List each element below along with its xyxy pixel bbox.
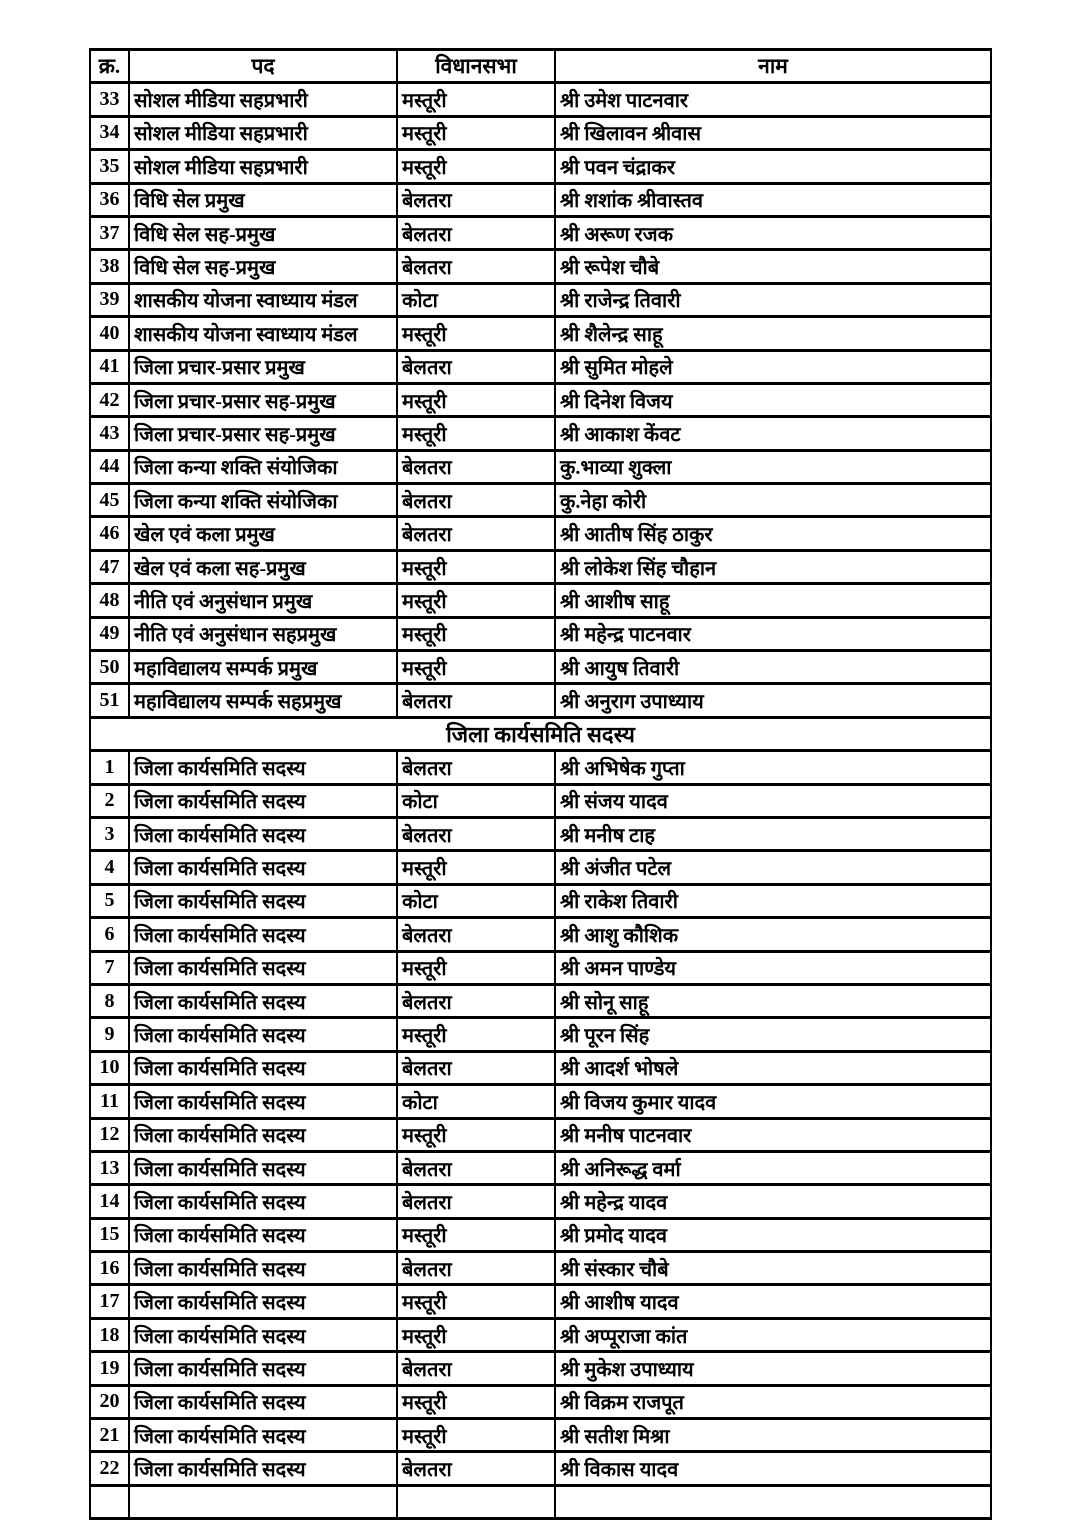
cell-position: सोशल मीडिया सहप्रभारी bbox=[129, 150, 397, 183]
cell-position: जिला कार्यसमिति सदस्य bbox=[129, 1419, 397, 1452]
cell-position: जिला कार्यसमिति सदस्य bbox=[129, 1151, 397, 1184]
cell-constituency: मस्तूरी bbox=[397, 550, 555, 583]
cell-position: जिला कार्यसमिति सदस्य bbox=[129, 1352, 397, 1385]
cell-name: श्री आतीष सिंह ठाकुर bbox=[555, 517, 991, 550]
table-row bbox=[90, 584, 991, 617]
cell-position: जिला कन्या शक्ति संयोजिका bbox=[129, 484, 397, 517]
cell-name: कु.नेहा कोरी bbox=[555, 484, 991, 517]
section2-body bbox=[90, 751, 991, 1486]
cell-constituency: कोटा bbox=[397, 884, 555, 917]
table-row bbox=[90, 617, 991, 650]
cell-no: 36 bbox=[90, 183, 129, 216]
cell-name: श्री प्रमोद यादव bbox=[555, 1218, 991, 1251]
cell-no: 38 bbox=[90, 250, 129, 283]
cell-constituency: मस्तूरी bbox=[397, 951, 555, 984]
cell-name: श्री विकास यादव bbox=[555, 1452, 991, 1485]
cell-name: श्री आशीष साहू bbox=[555, 584, 991, 617]
table-row bbox=[90, 417, 991, 450]
column-header-constituency: विधानसभा bbox=[397, 50, 555, 83]
cell-name: श्री शैलेन्द्र साहू bbox=[555, 317, 991, 350]
cell-name: श्री आदर्श भोषले bbox=[555, 1051, 991, 1084]
cell-position: जिला कार्यसमिति सदस्य bbox=[129, 1185, 397, 1218]
table-row bbox=[90, 1452, 991, 1485]
cell-position: विधि सेल प्रमुख bbox=[129, 183, 397, 216]
cell-constituency: बेलतरा bbox=[397, 751, 555, 784]
cell-name: कु.भाव्या शुक्ला bbox=[555, 450, 991, 483]
cell-no: 21 bbox=[90, 1419, 129, 1452]
cell-no: 2 bbox=[90, 784, 129, 817]
cell-constituency: कोटा bbox=[397, 1085, 555, 1118]
cell-constituency: बेलतरा bbox=[397, 684, 555, 717]
cell-position: जिला कार्यसमिति सदस्य bbox=[129, 918, 397, 951]
table-row bbox=[90, 1285, 991, 1318]
column-header-serial: क्र. bbox=[90, 50, 129, 83]
cell-position: विधि सेल सह-प्रमुख bbox=[129, 250, 397, 283]
table-row bbox=[90, 517, 991, 550]
cell-no: 20 bbox=[90, 1385, 129, 1418]
cell-position: जिला कार्यसमिति सदस्य bbox=[129, 817, 397, 850]
table-row bbox=[90, 183, 991, 216]
cell-name: श्री विक्रम राजपूत bbox=[555, 1385, 991, 1418]
cell-name: श्री मुकेश उपाध्याय bbox=[555, 1352, 991, 1385]
table-row bbox=[90, 383, 991, 416]
cell-constituency: मस्तूरी bbox=[397, 83, 555, 116]
cell-constituency: मस्तूरी bbox=[397, 851, 555, 884]
cell-name: श्री अनिरूद्ध वर्मा bbox=[555, 1151, 991, 1184]
cell-constituency: बेलतरा bbox=[397, 1051, 555, 1084]
cell-position: जिला कार्यसमिति सदस्य bbox=[129, 884, 397, 917]
cell-name: श्री संस्कार चौबे bbox=[555, 1252, 991, 1285]
cell-constituency: मस्तूरी bbox=[397, 417, 555, 450]
cell-name: श्री अप्पूराजा कांत bbox=[555, 1318, 991, 1351]
cell-position: शासकीय योजना स्वाध्याय मंडल bbox=[129, 317, 397, 350]
table-row bbox=[90, 1218, 991, 1251]
table-row bbox=[90, 751, 991, 784]
cell-name: श्री खिलावन श्रीवास bbox=[555, 116, 991, 149]
cell-position: सोशल मीडिया सहप्रभारी bbox=[129, 83, 397, 116]
cell-constituency: मस्तूरी bbox=[397, 1218, 555, 1251]
cell-name: श्री मनीष पाटनवार bbox=[555, 1118, 991, 1151]
cell-constituency: मस्तूरी bbox=[397, 1285, 555, 1318]
cell-constituency: बेलतरा bbox=[397, 450, 555, 483]
table-row bbox=[90, 450, 991, 483]
cell-position: महाविद्यालय सम्पर्क सहप्रमुख bbox=[129, 684, 397, 717]
cell-name: श्री दिनेश विजय bbox=[555, 383, 991, 416]
table-row bbox=[90, 1051, 991, 1084]
cell-constituency: बेलतरा bbox=[397, 1185, 555, 1218]
table-row bbox=[90, 951, 991, 984]
cell-name: श्री आशीष यादव bbox=[555, 1285, 991, 1318]
cell-constituency: बेलतरा bbox=[397, 517, 555, 550]
cell-position: जिला कार्यसमिति सदस्य bbox=[129, 1452, 397, 1485]
cell-constituency: मस्तूरी bbox=[397, 1118, 555, 1151]
cell-name: श्री विजय कुमार यादव bbox=[555, 1085, 991, 1118]
cell-position: नीति एवं अनुसंधान सहप्रमुख bbox=[129, 617, 397, 650]
cell-no: 33 bbox=[90, 83, 129, 116]
cell-no: 15 bbox=[90, 1218, 129, 1251]
cell-constituency: मस्तूरी bbox=[397, 1018, 555, 1051]
cell-constituency: मस्तूरी bbox=[397, 1318, 555, 1351]
table-row bbox=[90, 684, 991, 717]
table-row bbox=[90, 116, 991, 149]
officials-table bbox=[89, 48, 992, 1520]
column-header-name: नाम bbox=[555, 50, 991, 83]
cell-position: जिला कार्यसमिति सदस्य bbox=[129, 1018, 397, 1051]
cell-no: 42 bbox=[90, 383, 129, 416]
table-row bbox=[90, 150, 991, 183]
cell-position: जिला कार्यसमिति सदस्य bbox=[129, 984, 397, 1017]
cell-constituency: मस्तूरी bbox=[397, 116, 555, 149]
cell-position: विधि सेल सह-प्रमुख bbox=[129, 216, 397, 249]
cell-position: जिला कार्यसमिति सदस्य bbox=[129, 1218, 397, 1251]
cell-position: जिला कार्यसमिति सदस्य bbox=[129, 851, 397, 884]
cell-constituency: मस्तूरी bbox=[397, 317, 555, 350]
cell-position: जिला कार्यसमिति सदस्य bbox=[129, 951, 397, 984]
table-row bbox=[90, 1385, 991, 1418]
cell-position: नीति एवं अनुसंधान प्रमुख bbox=[129, 584, 397, 617]
cell-position: जिला कार्यसमिति सदस्य bbox=[129, 1318, 397, 1351]
header-row bbox=[90, 50, 991, 83]
cell-constituency: बेलतरा bbox=[397, 1452, 555, 1485]
cell-no: 45 bbox=[90, 484, 129, 517]
cell-constituency: बेलतरा bbox=[397, 1252, 555, 1285]
cell-position: जिला कार्यसमिति सदस्य bbox=[129, 1118, 397, 1151]
cell-no: 12 bbox=[90, 1118, 129, 1151]
cell-name: श्री अनुराग उपाध्याय bbox=[555, 684, 991, 717]
cell-no: 49 bbox=[90, 617, 129, 650]
cell-name: श्री रूपेश चौबे bbox=[555, 250, 991, 283]
cell-constituency: कोटा bbox=[397, 283, 555, 316]
cell-constituency: बेलतरा bbox=[397, 250, 555, 283]
table-row bbox=[90, 283, 991, 316]
cell-constituency: मस्तूरी bbox=[397, 383, 555, 416]
cell-constituency: कोटा bbox=[397, 784, 555, 817]
cell-name: श्री राजेन्द्र तिवारी bbox=[555, 283, 991, 316]
cell-position: जिला कार्यसमिति सदस्य bbox=[129, 1051, 397, 1084]
table-row bbox=[90, 851, 991, 884]
cell-position: खेल एवं कला सह-प्रमुख bbox=[129, 550, 397, 583]
cell-position: जिला कन्या शक्ति संयोजिका bbox=[129, 450, 397, 483]
table-row bbox=[90, 918, 991, 951]
table-row bbox=[90, 1185, 991, 1218]
cell-name: श्री राकेश तिवारी bbox=[555, 884, 991, 917]
cell-no: 1 bbox=[90, 751, 129, 784]
table-row bbox=[90, 1352, 991, 1385]
cell-no: 34 bbox=[90, 116, 129, 149]
cell-no: 5 bbox=[90, 884, 129, 917]
cell-no: 14 bbox=[90, 1185, 129, 1218]
cell-position: जिला कार्यसमिति सदस्य bbox=[129, 784, 397, 817]
cell-constituency: मस्तूरी bbox=[397, 1385, 555, 1418]
cell-name: श्री महेन्द्र यादव bbox=[555, 1185, 991, 1218]
cell-no: 19 bbox=[90, 1352, 129, 1385]
cell-name: श्री अंजीत पटेल bbox=[555, 851, 991, 884]
cell-constituency: मस्तूरी bbox=[397, 1419, 555, 1452]
cell-name: श्री लोकेश सिंह चौहान bbox=[555, 550, 991, 583]
cell-no: 8 bbox=[90, 984, 129, 1017]
cell-no: 11 bbox=[90, 1085, 129, 1118]
cell-no: 51 bbox=[90, 684, 129, 717]
table-row bbox=[90, 1252, 991, 1285]
cell-name: श्री अमन पाण्डेय bbox=[555, 951, 991, 984]
cell-position: जिला कार्यसमिति सदस्य bbox=[129, 1285, 397, 1318]
cell-position: जिला कार्यसमिति सदस्य bbox=[129, 1385, 397, 1418]
column-header-position: पद bbox=[129, 50, 397, 83]
cell-constituency: बेलतरा bbox=[397, 216, 555, 249]
table-row bbox=[90, 83, 991, 116]
table-row bbox=[90, 1419, 991, 1452]
cell-position: जिला कार्यसमिति सदस्य bbox=[129, 1085, 397, 1118]
cell-no: 41 bbox=[90, 350, 129, 383]
cell-constituency: बेलतरा bbox=[397, 984, 555, 1017]
cell-no: 13 bbox=[90, 1151, 129, 1184]
cell-position: जिला प्रचार-प्रसार सह-प्रमुख bbox=[129, 417, 397, 450]
table-row bbox=[90, 1151, 991, 1184]
cell-constituency: मस्तूरी bbox=[397, 651, 555, 684]
section-header-row bbox=[90, 717, 991, 750]
cell-no: 16 bbox=[90, 1252, 129, 1285]
table-row bbox=[90, 884, 991, 917]
cell-name: श्री सतीश मिश्रा bbox=[555, 1419, 991, 1452]
cell-constituency: बेलतरा bbox=[397, 817, 555, 850]
table-row bbox=[90, 216, 991, 249]
cell-no: 22 bbox=[90, 1452, 129, 1485]
cell-position: सोशल मीडिया सहप्रभारी bbox=[129, 116, 397, 149]
table-row bbox=[90, 350, 991, 383]
cell-no: 37 bbox=[90, 216, 129, 249]
cell-name: श्री पूरन सिंह bbox=[555, 1018, 991, 1051]
table-row bbox=[90, 1018, 991, 1051]
cell-no: 39 bbox=[90, 283, 129, 316]
cell-name: श्री महेन्द्र पाटनवार bbox=[555, 617, 991, 650]
cell-position: जिला कार्यसमिति सदस्य bbox=[129, 1252, 397, 1285]
cell-name: श्री संजय यादव bbox=[555, 784, 991, 817]
cell-position: जिला प्रचार-प्रसार सह-प्रमुख bbox=[129, 383, 397, 416]
cell-name: श्री अभिषेक गुप्ता bbox=[555, 751, 991, 784]
cell-name: श्री मनीष टाह bbox=[555, 817, 991, 850]
cell-position: जिला प्रचार-प्रसार प्रमुख bbox=[129, 350, 397, 383]
cell-constituency: मस्तूरी bbox=[397, 617, 555, 650]
table-row bbox=[90, 651, 991, 684]
section2-title-body bbox=[90, 717, 991, 750]
table-row bbox=[90, 817, 991, 850]
cell-constituency: बेलतरा bbox=[397, 183, 555, 216]
cell-name: श्री उमेश पाटनवार bbox=[555, 83, 991, 116]
cell-no: 6 bbox=[90, 918, 129, 951]
cell-no: 48 bbox=[90, 584, 129, 617]
cell-constituency: बेलतरा bbox=[397, 918, 555, 951]
table-row bbox=[90, 784, 991, 817]
cell-no: 3 bbox=[90, 817, 129, 850]
cell-no: 35 bbox=[90, 150, 129, 183]
cell-position: महाविद्यालय सम्पर्क प्रमुख bbox=[129, 651, 397, 684]
section-header-title: जिला कार्यसमिति सदस्य bbox=[90, 717, 991, 750]
cell-no: 10 bbox=[90, 1051, 129, 1084]
cell-no: 40 bbox=[90, 317, 129, 350]
cell-position: शासकीय योजना स्वाध्याय मंडल bbox=[129, 283, 397, 316]
table-row bbox=[90, 1318, 991, 1351]
cell-no: 46 bbox=[90, 517, 129, 550]
table-row bbox=[90, 984, 991, 1017]
cell-constituency: बेलतरा bbox=[397, 1352, 555, 1385]
table-row bbox=[90, 317, 991, 350]
cell-no: 18 bbox=[90, 1318, 129, 1351]
cell-name: श्री आशु कौशिक bbox=[555, 918, 991, 951]
table-row bbox=[90, 550, 991, 583]
cell-no: 17 bbox=[90, 1285, 129, 1318]
cell-name: श्री पवन चंद्राकर bbox=[555, 150, 991, 183]
cell-no: 44 bbox=[90, 450, 129, 483]
table-row bbox=[90, 1085, 991, 1118]
cell-name: श्री आकाश केंवट bbox=[555, 417, 991, 450]
cell-position: खेल एवं कला प्रमुख bbox=[129, 517, 397, 550]
cell-name: श्री सुमित मोहले bbox=[555, 350, 991, 383]
table-row bbox=[90, 250, 991, 283]
cell-constituency: बेलतरा bbox=[397, 1151, 555, 1184]
cell-constituency: बेलतरा bbox=[397, 350, 555, 383]
cell-position: जिला कार्यसमिति सदस्य bbox=[129, 751, 397, 784]
cell-no: 47 bbox=[90, 550, 129, 583]
cell-name: श्री सोनू साहू bbox=[555, 984, 991, 1017]
cell-name: श्री आयुष तिवारी bbox=[555, 651, 991, 684]
cell-name: श्री शशांक श्रीवास्तव bbox=[555, 183, 991, 216]
table-header bbox=[90, 50, 991, 83]
table-row bbox=[90, 484, 991, 517]
table-row bbox=[90, 1118, 991, 1151]
cell-no: 4 bbox=[90, 851, 129, 884]
cell-constituency: मस्तूरी bbox=[397, 150, 555, 183]
cell-constituency: मस्तूरी bbox=[397, 584, 555, 617]
section1-body bbox=[90, 83, 991, 717]
cell-no: 9 bbox=[90, 1018, 129, 1051]
cell-name: श्री अरूण रजक bbox=[555, 216, 991, 249]
cell-constituency: बेलतरा bbox=[397, 484, 555, 517]
cell-no: 7 bbox=[90, 951, 129, 984]
cell-no: 43 bbox=[90, 417, 129, 450]
cell-no: 50 bbox=[90, 651, 129, 684]
